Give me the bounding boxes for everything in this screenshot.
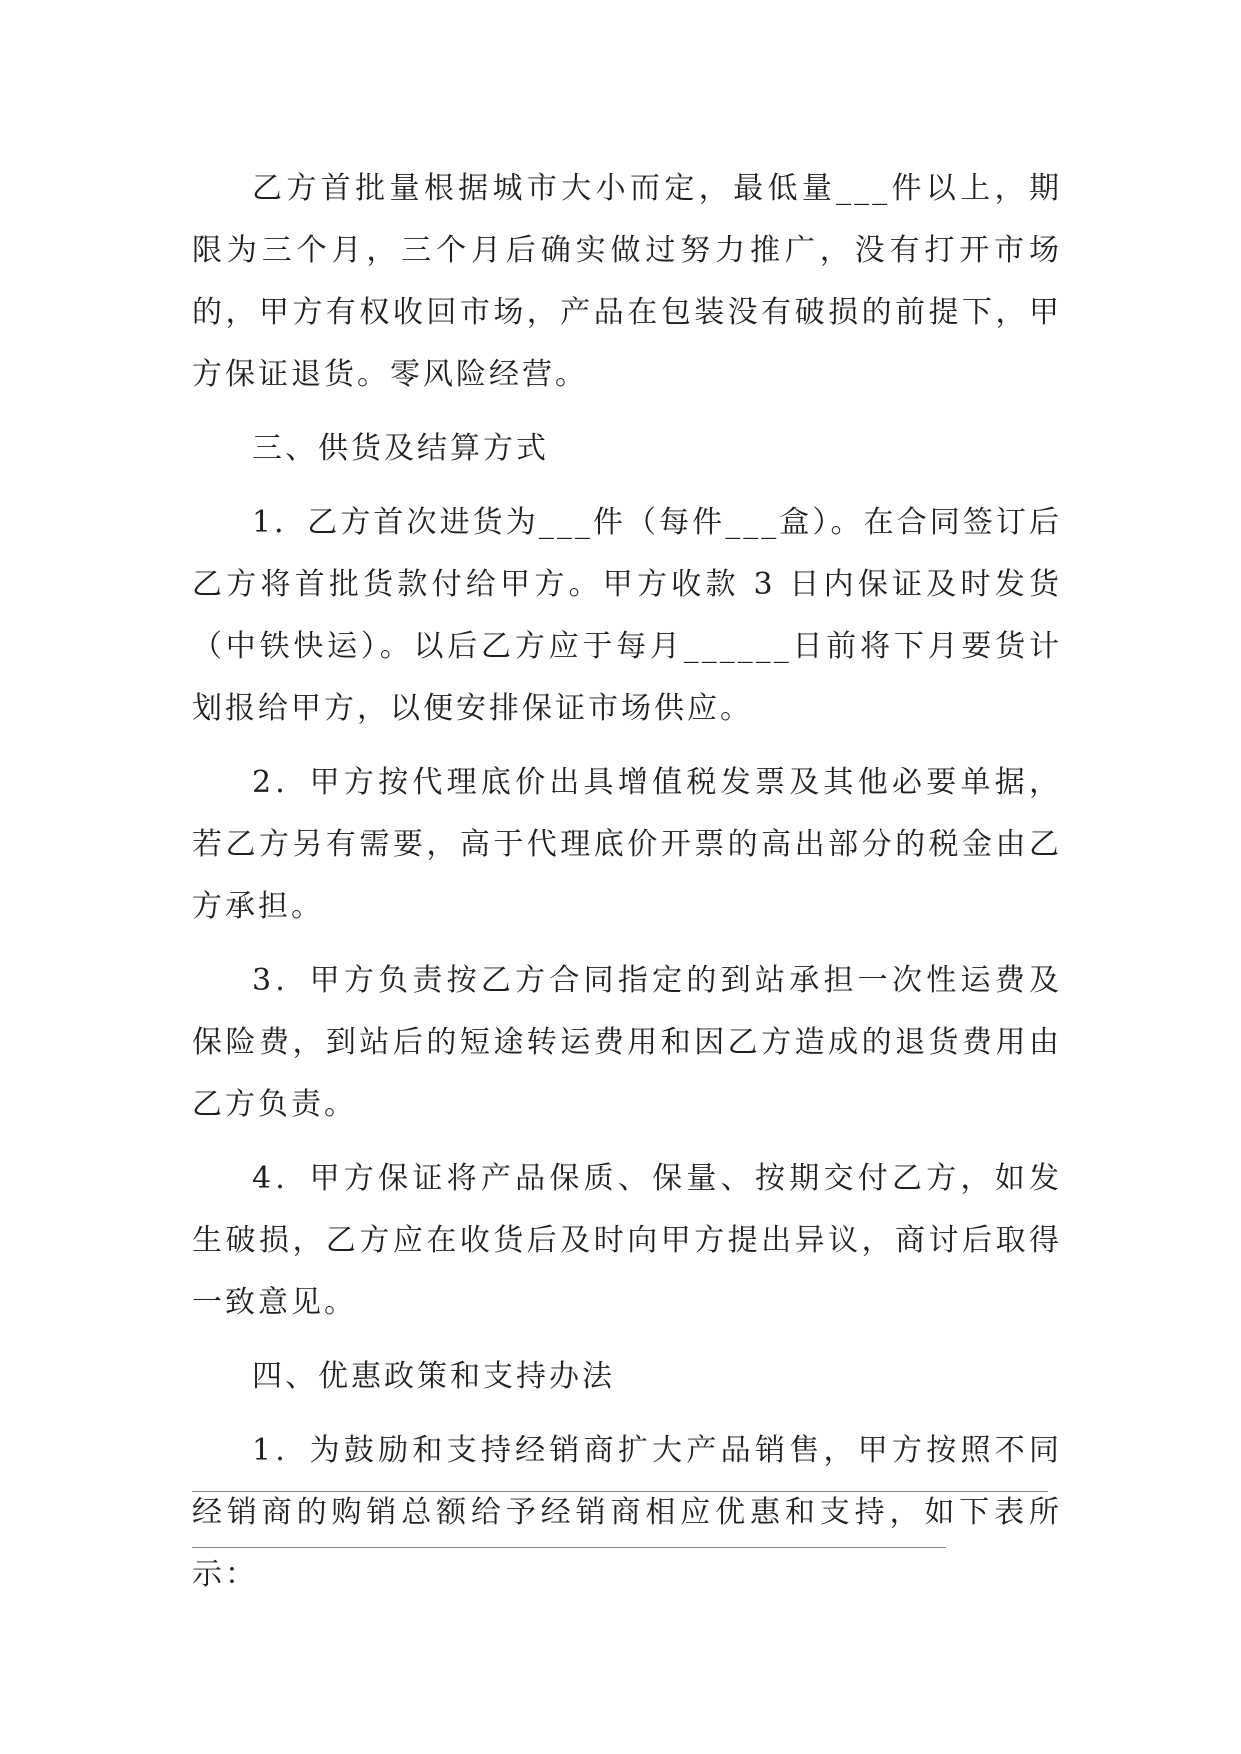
footer-divider-line	[192, 1547, 946, 1548]
paragraph-clause-3-3: 3．甲方负责按乙方合同指定的到站承担一次性运费及保险费，到站后的短途转运费用和因乙方造成的退货费用由乙方负责。	[192, 963, 1062, 1122]
paragraph-clause-3-4: 4．甲方保证将产品保质、保量、按期交付乙方，如发生破损，乙方应在收货后及时向甲方提出异议，商讨后取得一致意见。	[192, 1161, 1062, 1320]
document-body	[192, 158, 1062, 1606]
footer-divider-line	[192, 1491, 1048, 1492]
section-heading-preferential-policy: 四、优惠政策和支持办法	[252, 1359, 615, 1394]
paragraph-first-batch: 乙方首批量根据城市大小而定，最低量___件以上，期限为三个月，三个月后确实做过努力推广，没有打开市场的，甲方有权收回市场，产品在包装没有破损的前提下，甲方保证退货。零风险经营。	[192, 171, 1062, 392]
paragraph-clause-3-2: 2．甲方按代理底价出具增值税发票及其他必要单据，若乙方另有需要，高于代理底价开票的高出部分的税金由乙方承担。	[192, 765, 1062, 924]
paragraph-clause-4-1: 1．为鼓励和支持经销商扩大产品销售，甲方按照不同经销商的购销总额给予经销商相应优惠和支持，如下表所示：	[192, 1433, 1062, 1592]
paragraph-clause-3-1: 1．乙方首次进货为___件（每件___盒）。在合同签订后乙方将首批货款付给甲方。甲方收款 3 日内保证及时发货（中铁快运）。以后乙方应于每月______日前将下月要货计划报给甲方，以便安排保证市场供应。	[192, 505, 1062, 726]
section-heading-supply-settlement: 三、供货及结算方式	[252, 431, 549, 466]
